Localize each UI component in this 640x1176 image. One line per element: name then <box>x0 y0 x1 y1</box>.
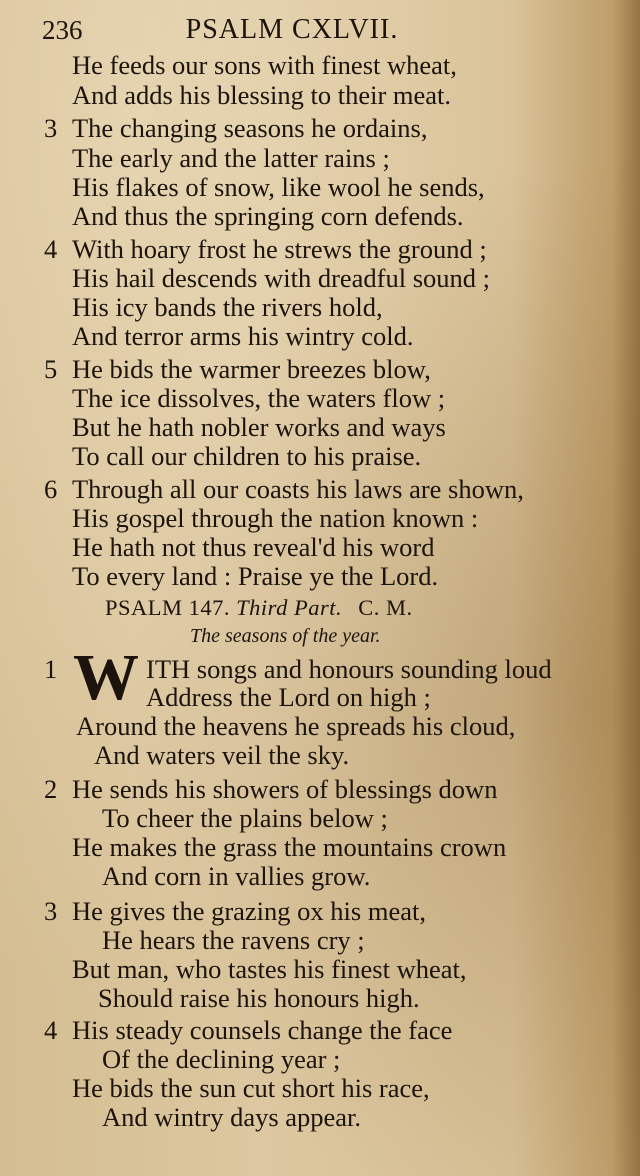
verse-line: He makes the grass the mountains crown <box>72 832 507 862</box>
verse-line: And terror arms his wintry cold. <box>72 321 414 351</box>
verse-line: His icy bands the rivers hold, <box>72 292 383 322</box>
section-heading <box>105 594 525 622</box>
verse-line: But man, who tastes his finest wheat, <box>72 954 467 984</box>
verse-line: ITH songs and honours sounding loud <box>146 654 552 684</box>
verse-line: And thus the springing corn defends. <box>72 201 464 231</box>
section-subtitle: The seasons of the year. <box>190 625 381 647</box>
verse-line: The ice dissolves, the waters flow ; <box>72 383 446 413</box>
verse-number: 2 <box>44 774 58 804</box>
verse-line: With hoary frost he strews the ground ; <box>72 234 487 264</box>
verse-line: But he hath nobler works and ways <box>72 412 446 442</box>
verse-line: And wintry days appear. <box>102 1102 362 1132</box>
verse-number: 6 <box>44 474 58 504</box>
verse-line: Of the declining year ; <box>102 1044 341 1074</box>
verse-line: To call our children to his praise. <box>72 441 422 471</box>
heading-part: Third Part. <box>236 595 343 620</box>
heading-meter: C. M. <box>358 595 413 620</box>
verse-number: 1 <box>44 654 58 684</box>
verse-line: He hath not thus reveal'd his word <box>72 532 435 562</box>
verse-line: He sends his showers of blessings down <box>72 774 498 804</box>
verse-line: He bids the warmer breezes blow, <box>72 354 431 384</box>
page-header <box>42 12 602 48</box>
drop-cap: W <box>73 641 139 714</box>
verse-number: 3 <box>44 896 58 926</box>
verse-line: He bids the sun cut short his race, <box>72 1073 430 1103</box>
verse-line: His hail descends with dreadful sound ; <box>72 263 491 293</box>
verse-line: And adds his blessing to their meat. <box>72 80 452 110</box>
running-title: PSALM CXLVII. <box>185 14 399 45</box>
verse-number: 5 <box>44 354 58 384</box>
verse-line: He hears the ravens cry ; <box>102 925 365 955</box>
verse-line: To cheer the plains below ; <box>102 803 388 833</box>
verse-line: He feeds our sons with finest wheat, <box>72 50 457 80</box>
verse-line: Through all our coasts his laws are shown, <box>72 474 524 504</box>
verse-line: The changing seasons he ordains, <box>72 113 428 143</box>
verse-line: The early and the latter rains ; <box>72 143 390 173</box>
verse-line: His steady counsels change the face <box>72 1015 453 1045</box>
verse-number: 3 <box>44 113 58 143</box>
verse-number: 4 <box>44 234 58 264</box>
verse-line: And corn in vallies grow. <box>102 861 371 891</box>
verse-line: Should raise his honours high. <box>98 983 420 1013</box>
verse-line: He gives the grazing ox his meat, <box>72 896 426 926</box>
verse-line: And waters veil the sky. <box>94 740 350 770</box>
verse-line: Address the Lord on high ; <box>146 682 431 712</box>
verse-line: Around the heavens he spreads his cloud, <box>76 711 516 741</box>
verse-line: His gospel through the nation known : <box>72 503 479 533</box>
heading-psalm-number: PSALM 147. <box>105 595 231 620</box>
verse-line: To every land : Praise ye the Lord. <box>72 561 439 591</box>
verse-number: 4 <box>44 1015 58 1045</box>
verse-line: His flakes of snow, like wool he sends, <box>72 172 485 202</box>
page-edge-shadow <box>612 0 640 1176</box>
page-number: 236 <box>42 15 83 45</box>
